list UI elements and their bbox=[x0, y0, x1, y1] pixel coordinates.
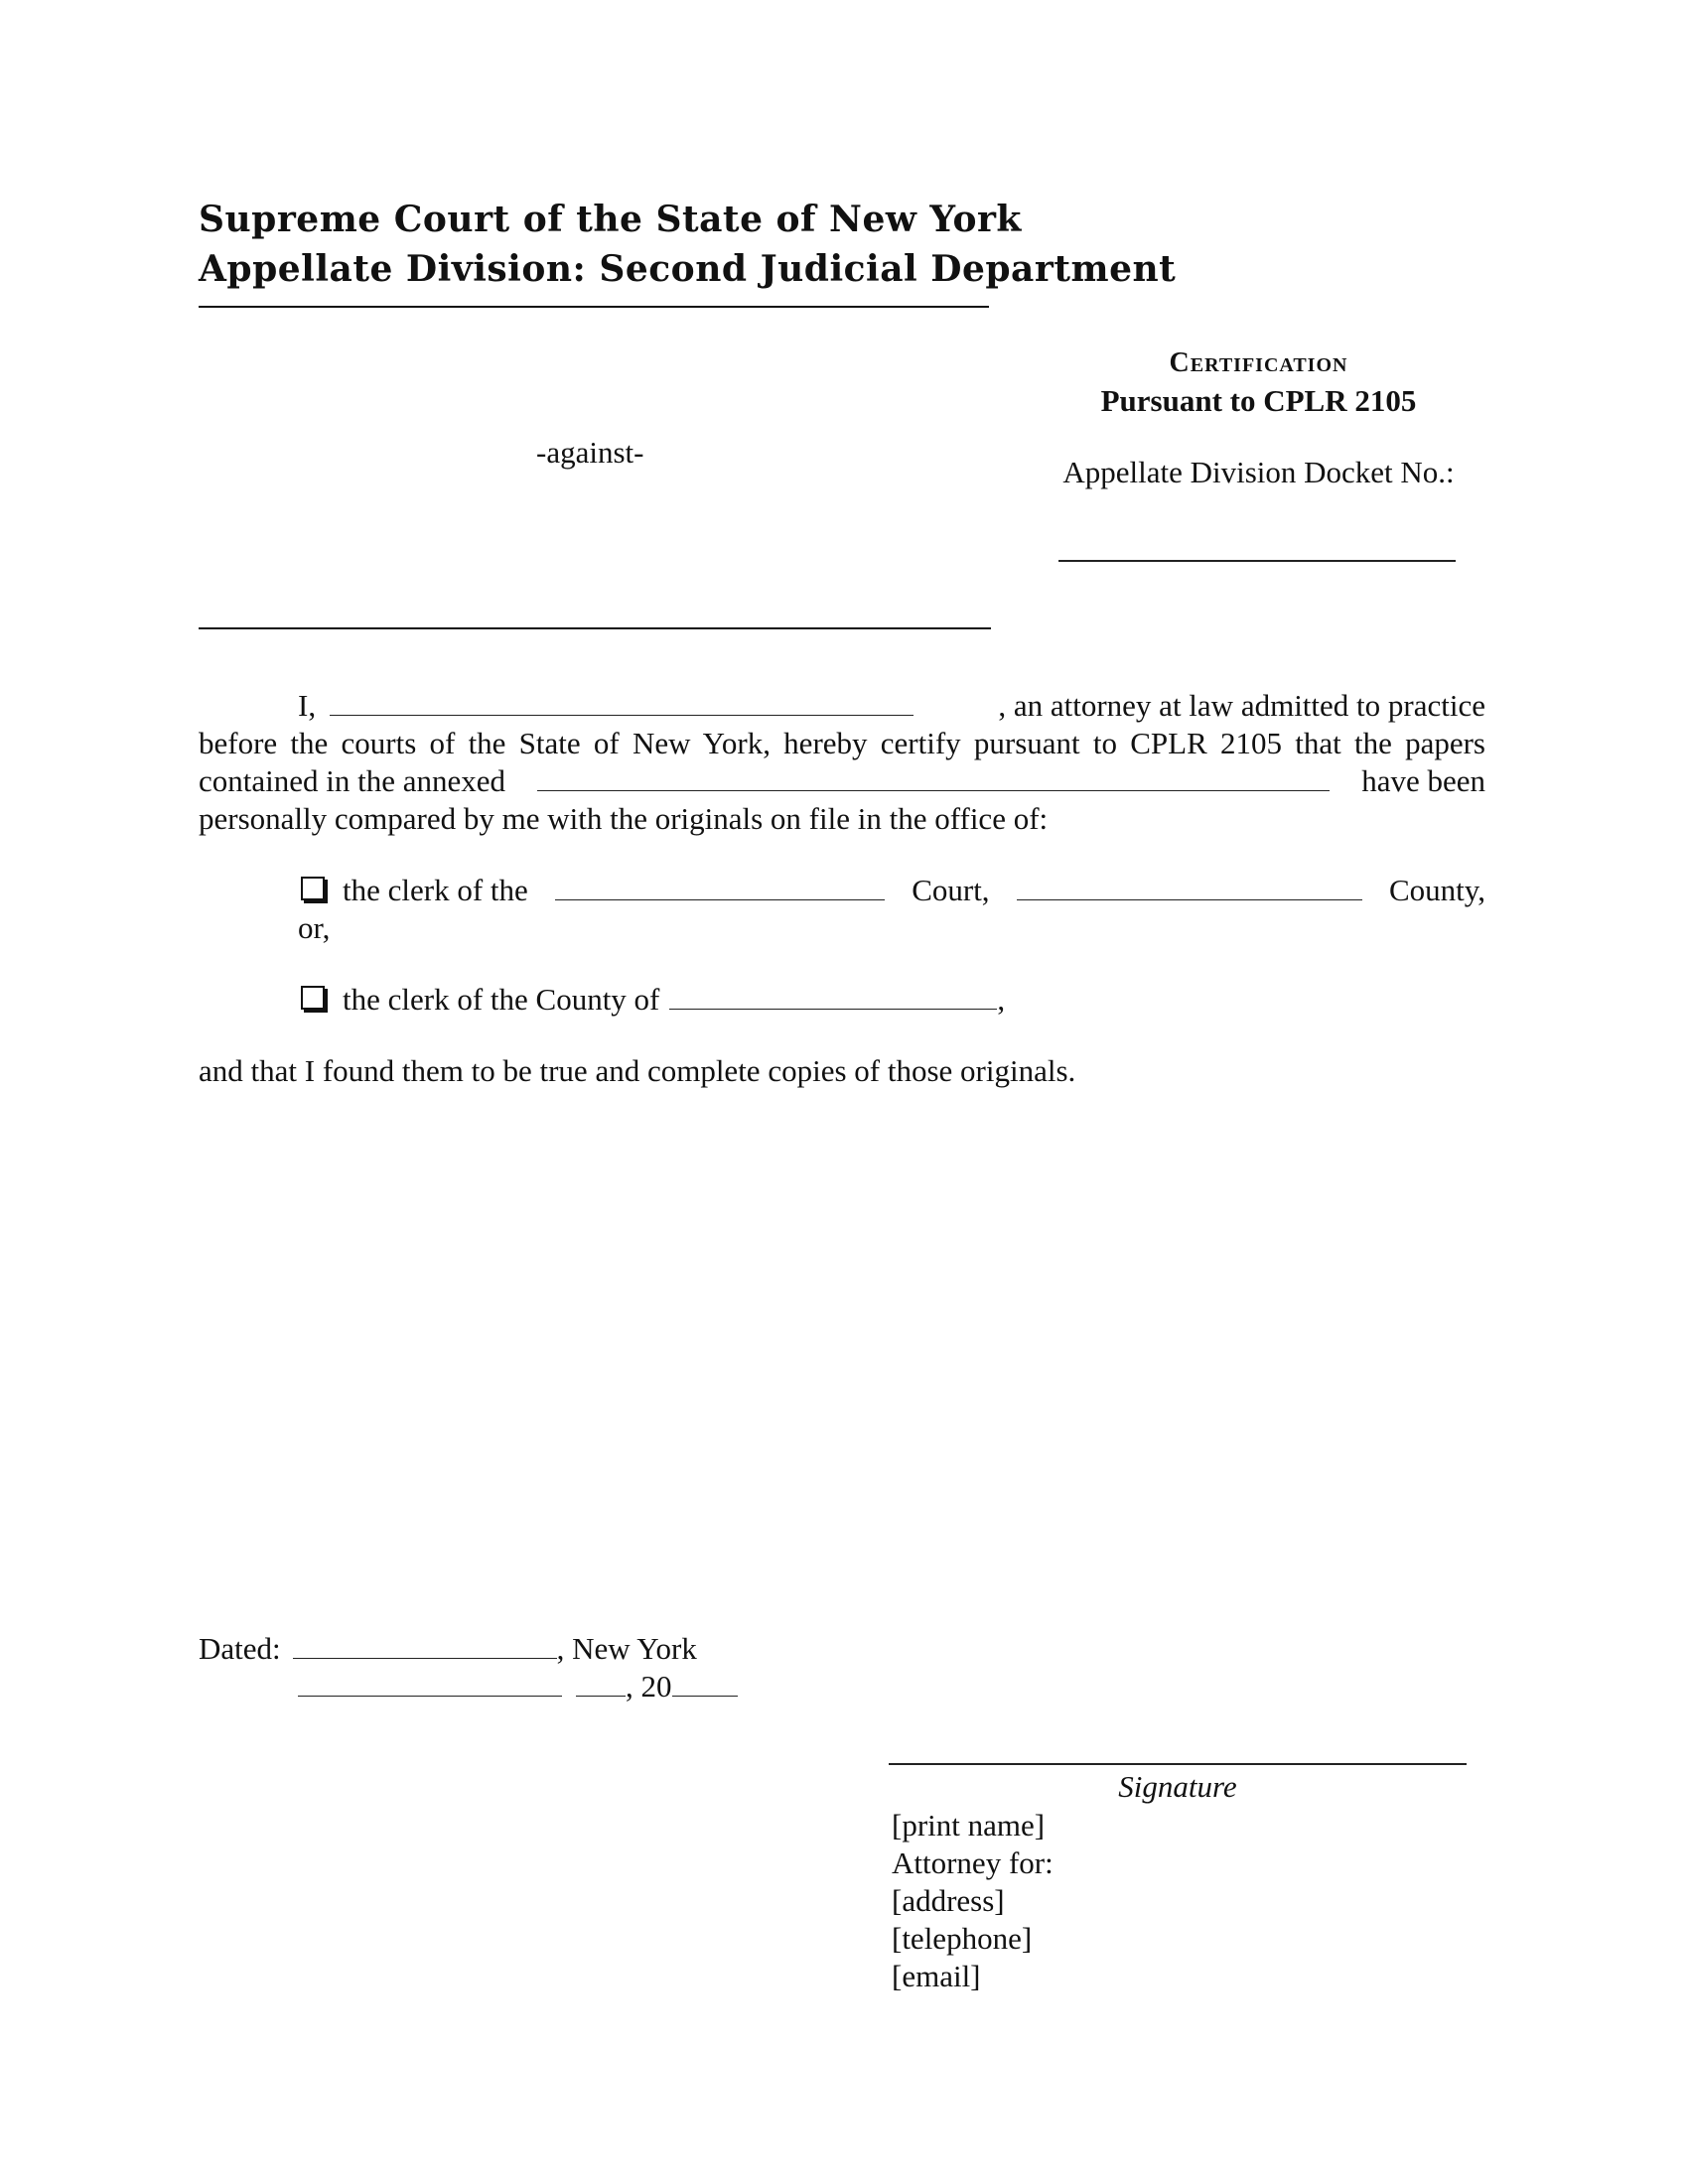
dated-day-field[interactable] bbox=[576, 1670, 626, 1697]
dated-line-2 bbox=[298, 1668, 738, 1706]
paragraph-line-2: before the courts of the State of New York, hereby certify pursuant to CPLR 2105 that the papers bbox=[199, 726, 1485, 760]
court-name-line-1: Supreme Court of the State of New York bbox=[199, 199, 1022, 240]
dated-place-field[interactable] bbox=[293, 1632, 557, 1659]
paragraph-intro: I, bbox=[298, 688, 317, 723]
caption-divider bbox=[199, 627, 991, 629]
option-2-label: the clerk of the County of bbox=[343, 982, 660, 1017]
dated-label: Dated: bbox=[199, 1631, 281, 1666]
email-placeholder: [email] bbox=[892, 1959, 981, 1993]
dated-place-suffix: , New York bbox=[556, 1631, 697, 1666]
docket-number-field[interactable] bbox=[1058, 560, 1456, 562]
option-1-or: or, bbox=[298, 910, 331, 945]
annexed-papers-field[interactable] bbox=[537, 764, 1330, 791]
checkbox-clerk-of-court[interactable] bbox=[301, 877, 325, 900]
paragraph-line-3 bbox=[199, 762, 1485, 800]
caption-against: -against- bbox=[536, 435, 644, 470]
docket-number-label: Appellate Division Docket No.: bbox=[1062, 455, 1455, 489]
signature-label: Signature bbox=[1118, 1769, 1237, 1804]
dated-year-field[interactable] bbox=[672, 1670, 738, 1697]
closing-statement: and that I found them to be true and complete copies of those originals. bbox=[199, 1053, 1076, 1088]
option-1-county-text: County, bbox=[1388, 873, 1485, 907]
paragraph-line-4: personally compared by me with the originals on file in the office of: bbox=[199, 801, 1049, 836]
county-of-field[interactable] bbox=[669, 983, 997, 1010]
header-divider bbox=[199, 306, 989, 308]
annexed-label: contained in the annexed bbox=[199, 763, 506, 798]
address-placeholder: [address] bbox=[892, 1883, 1005, 1918]
option-2-comma: , bbox=[997, 982, 1006, 1017]
county-name-field[interactable] bbox=[1017, 874, 1362, 900]
dated-line-1 bbox=[199, 1630, 697, 1668]
have-been-text: have been bbox=[1361, 763, 1485, 798]
certification-subtitle: Pursuant to CPLR 2105 bbox=[1100, 383, 1417, 418]
checkbox-clerk-of-county[interactable] bbox=[301, 986, 325, 1010]
option-1-label: the clerk of the bbox=[343, 873, 528, 907]
paragraph-line-1 bbox=[298, 687, 1485, 725]
attorney-for-label: Attorney for: bbox=[892, 1845, 1054, 1880]
dated-month-field[interactable] bbox=[298, 1670, 562, 1697]
option-clerk-of-court bbox=[301, 872, 1485, 909]
option-1-court-text: Court, bbox=[912, 873, 990, 907]
paragraph-line-1-end: , an attorney at law admitted to practice bbox=[998, 688, 1485, 723]
telephone-placeholder: [telephone] bbox=[892, 1921, 1033, 1956]
court-name-field[interactable] bbox=[555, 874, 885, 900]
print-name: [print name] bbox=[892, 1808, 1046, 1843]
signature-line[interactable] bbox=[889, 1763, 1467, 1765]
certification-title: Certification bbox=[1169, 347, 1348, 378]
option-clerk-of-county bbox=[301, 981, 1005, 1019]
court-name-line-2: Appellate Division: Second Judicial Department bbox=[199, 248, 1177, 290]
attorney-name-field[interactable] bbox=[330, 689, 914, 716]
dated-year-prefix: , 20 bbox=[626, 1669, 672, 1704]
